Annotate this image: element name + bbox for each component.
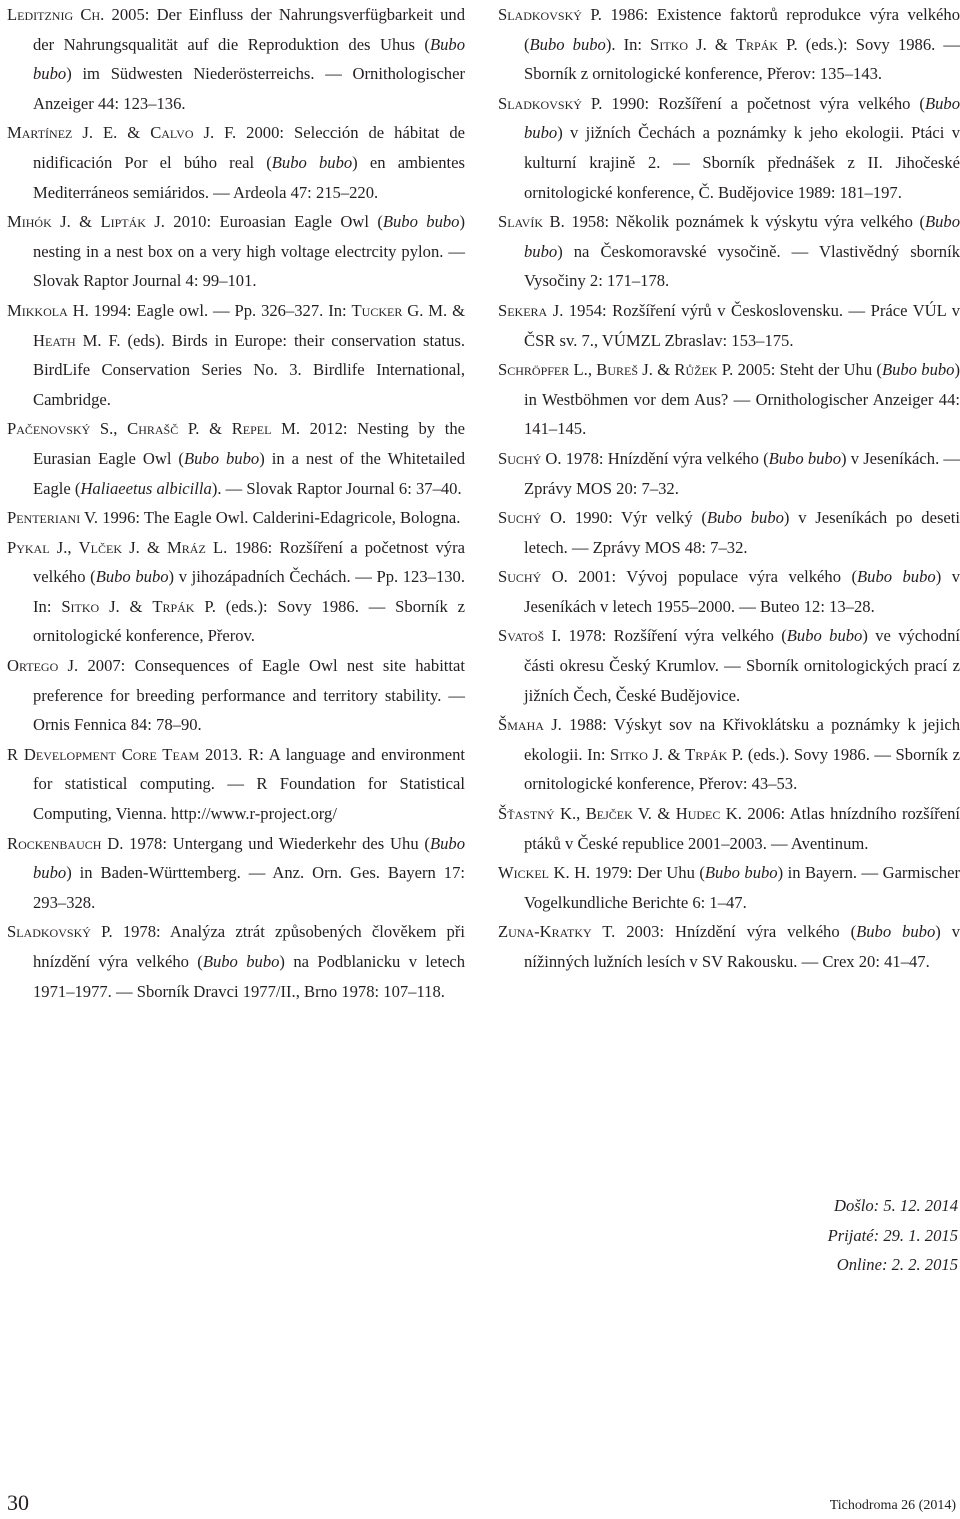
reference-entry <box>7 118 465 207</box>
author-name: Šmaha J. <box>498 715 562 735</box>
reference-text: 1979: Der Uhu ( <box>590 863 705 883</box>
species-name: Bubo bubo <box>33 34 465 84</box>
reference-text: 2007: Consequences of Eagle Owl nest site habittat preference for breeding performance and territory stability. — Ornis Fennica 84: 78–90. <box>33 656 466 735</box>
species-name: Bubo bubo <box>202 952 280 971</box>
author-name: Leditznig Ch. <box>7 5 105 24</box>
reference-text: 1996: The Eagle Owl. Calderini-Edagricole, Bologna. <box>98 508 461 528</box>
reference-entry <box>7 740 465 829</box>
reference-text: ) in a nest of the Whitetailed Eagle ( <box>33 448 465 498</box>
reference-entry <box>498 296 960 355</box>
author-name: Chrašč P. <box>127 419 200 439</box>
species-name: Bubo bubo <box>382 212 460 232</box>
species-name: Bubo bubo <box>856 922 936 942</box>
species-name: Bubo bubo <box>524 93 960 143</box>
journal-name: Tichodroma 26 (2014) <box>829 1498 956 1513</box>
reference-entry <box>498 710 960 799</box>
reference-entry <box>498 917 960 976</box>
reference-text: ) na Podblanicku v letech 1971–1977. — Sborník Dravci 1977/II., Brno 1978: 107–118. <box>33 952 465 1001</box>
reference-entry <box>7 414 465 503</box>
reference-text: 1954: Rozšíření výrů v Československu. — Práce VÚL v ČSR sv. 7., VÚMZL Zbraslav: 153–175. <box>524 300 960 350</box>
reference-text: (eds.): Sovy 1986. — Sborník z ornitologické konference, Přerov. <box>33 596 465 646</box>
species-name: Haliaeetus albicilla <box>80 478 212 498</box>
author-name: Wickel K. H. <box>498 863 591 883</box>
author-name: Pykal J. <box>7 537 68 557</box>
reference-entry <box>498 503 960 562</box>
reference-text: ) na Českomoravské vysočině. — Vlastivědný sborník Vysočiny 2: 171–178. <box>524 241 960 291</box>
reference-text: ) en ambientes Mediterráneos semiáridos. — Ardeola 47: 215–220. <box>33 152 465 202</box>
accepted-date: Prijaté: 29. 1. 2015 <box>827 1225 958 1245</box>
reference-entry <box>498 89 960 207</box>
author-name: Trpák P. <box>685 744 744 764</box>
reference-entry <box>498 355 960 444</box>
reference-text: & <box>70 212 101 232</box>
reference-text: (eds.): Sovy 1986. — Sborník z ornitologické konference, Přerov: 135–143. <box>524 34 960 84</box>
reference-text: 2010: Euroasian Eagle Owl ( <box>164 212 383 232</box>
author-name: Trpák P. <box>152 596 216 616</box>
author-name: Lipták J. <box>100 212 165 232</box>
author-name: Sitko J. <box>61 596 120 616</box>
reference-entry <box>7 533 465 651</box>
reference-entry <box>498 444 960 503</box>
reference-entry <box>7 296 465 414</box>
author-name: Svatoš I. <box>498 626 562 646</box>
species-name: Bubo bubo <box>529 34 606 54</box>
reference-text: 1978: Analýza ztrát způsobených člověkem při hnízdění výra velkého ( <box>33 922 465 971</box>
author-name: Heath M. F. <box>33 330 121 350</box>
author-name: Suchý O. <box>498 567 568 587</box>
reference-text: & <box>139 537 168 557</box>
reference-entry <box>7 651 465 740</box>
species-name: Bubo bubo <box>786 626 863 646</box>
species-name: Bubo bubo <box>704 863 778 883</box>
species-name: Bubo bubo <box>768 448 842 468</box>
reference-text: ) v jižních Čechách a poznámky k jeho ekologii. Ptáci v kulturní krajině 2. — Sborník přednášek z II. Jihočeské ornitologické konference, Č. Budějovice 1989: 181–197. <box>524 123 960 202</box>
received-date: Došlo: 5. 12. 2014 <box>834 1196 958 1215</box>
reference-text: ) in Westböhmen vor dem Aus? — Ornithologischer Anzeiger 44: 141–145. <box>524 360 960 439</box>
page-number: 30 <box>7 1490 29 1515</box>
reference-entry <box>498 799 960 858</box>
author-name: Ortego J. <box>7 656 79 676</box>
reference-text: 2005: Steht der Uhu ( <box>733 360 882 380</box>
author-name: Bureš J. <box>596 360 653 380</box>
reference-text: ) v Jeseníkách v letech 1955–2000. — Buteo 12: 13–28. <box>524 567 960 616</box>
reference-text: 1978: Untergang und Wiederkehr des Uhu ( <box>123 833 430 853</box>
reference-entry <box>498 207 960 296</box>
received-dates <box>828 1191 958 1280</box>
reference-text: ) in Baden-Württemberg. — Anz. Orn. Ges. Bayern 17: 293–328. <box>33 863 465 912</box>
reference-text: , <box>67 537 79 557</box>
author-name: Hudec K. <box>675 804 742 824</box>
reference-text: 1990: Rozšíření a početnost výra velkého ( <box>602 93 925 113</box>
reference-text: , <box>113 419 128 439</box>
reference-text: 2005: Der Einfluss der Nahrungsverfügbarkeit und der Nahrungsqualität auf die Reproduktion des Uhus ( <box>33 5 465 54</box>
reference-text: ). In: <box>605 34 651 54</box>
author-name: Suchý O. <box>498 448 562 468</box>
author-name: Mihók J. <box>7 212 71 232</box>
reference-text: ) v Jeseníkách. — Zprávy MOS 20: 7–32. <box>524 448 960 498</box>
reference-text: , <box>576 804 586 824</box>
reference-entry <box>498 562 960 621</box>
reference-text: 1986: Existence faktorů reprodukce výra velkého ( <box>524 5 960 54</box>
author-name: Suchý O. <box>498 508 567 528</box>
author-name: Sladkovský P. <box>498 93 603 113</box>
reference-text: (eds). Birds in Europe: their conservation status. BirdLife Conservation Series No. 3. Birdlife International, Cambridge. <box>33 330 465 409</box>
reference-entry <box>7 917 465 1006</box>
reference-entry <box>7 503 465 533</box>
online-date: Online: 2. 2. 2015 <box>836 1255 958 1275</box>
author-name: R Development Core Team <box>7 744 200 764</box>
author-name: Mráz L. <box>167 537 228 557</box>
species-name: Bubo bubo <box>857 567 936 587</box>
reference-text: & <box>447 300 465 320</box>
reference-text: 2013. R: A language and environment for statistical computing. — R Foundation for Statistical Computing, Vienna. http://www.r-project.org/ <box>33 744 466 824</box>
reference-text: ) v nížinných lužních lesích v SV Rakousku. — Crex 20: 41–47. <box>524 922 960 971</box>
author-name: Sladkovský P. <box>498 5 602 24</box>
reference-text: 1990: Výr velký ( <box>566 508 707 528</box>
reference-text: 1978: Rozšíření výra velkého ( <box>561 626 787 646</box>
reference-entry <box>7 829 465 918</box>
author-name: Penteriani V. <box>7 508 99 528</box>
references-left-column <box>7 0 465 1006</box>
author-name: Vlček J. <box>78 537 140 557</box>
author-name: Bejček V. <box>585 804 652 824</box>
author-name: Slavík B. <box>498 212 565 232</box>
reference-text: & <box>651 804 676 824</box>
reference-text: 2001: Vývoj populace výra velkého ( <box>567 567 858 587</box>
reference-entry <box>498 621 960 710</box>
reference-text: (eds.). Sovy 1986. — Sborník z ornitologické konference, Přerov: 43–53. <box>524 744 960 794</box>
reference-text: ) nesting in a nest box on a very high voltage electrcity pylon. — Slovak Raptor Journal 4: 99–101. <box>33 212 465 291</box>
species-name: Bubo bubo <box>95 567 169 587</box>
reference-text: 1994: Eagle owl. — Pp. 326–327. In: <box>88 300 352 320</box>
author-name: Pačenovský S. <box>7 419 114 439</box>
reference-text: 1988: Výskyt sov na Křivoklátsku a poznámky k jejich ekologii. In: <box>524 715 960 764</box>
reference-text: & <box>652 360 675 380</box>
references-right-column <box>498 0 960 977</box>
reference-text: & <box>117 123 151 143</box>
reference-text: 2003: Hnízdění výra velkého ( <box>615 922 857 942</box>
author-name: Martínez J. E. <box>7 123 118 143</box>
reference-text: ) v Jeseníkách po deseti letech. — Zprávy MOS 48: 7–32. <box>524 508 960 557</box>
reference-text: 2006: Atlas hnízdního rozšíření ptáků v České republice 2001–2003. — Aventinum. <box>524 804 960 853</box>
reference-text: 2000: Selección de hábitat de nidificación Por el búho real ( <box>33 123 465 172</box>
reference-entry <box>498 0 960 89</box>
author-name: Sitko J. <box>650 34 707 54</box>
reference-text: 1986: Rozšíření a početnost výra velkého ( <box>33 537 465 587</box>
author-name: Sladkovský P. <box>7 922 113 942</box>
author-name: Tucker G. M. <box>351 300 448 320</box>
species-name: Bubo bubo <box>183 448 260 468</box>
author-name: Mikkola H. <box>7 300 89 320</box>
author-name: Růžek P. <box>674 360 734 380</box>
reference-text: ) ve východní části okresu Český Krumlov. — Sborník ornitologických prací z jižních Čech, České Budějovice. <box>524 626 960 705</box>
reference-text: ). — Slovak Raptor Journal 6: 37–40. <box>211 478 462 498</box>
reference-text: 1958: Několik poznámek k výskytu výra velkého ( <box>564 212 925 232</box>
author-name: Sitko J. <box>610 744 664 764</box>
reference-text: ) v jihozápadních Čechách. — Pp. 123–130. In: <box>33 567 465 616</box>
reference-text: & <box>663 744 686 764</box>
reference-text: & <box>706 34 736 54</box>
reference-text: 1978: Hnízdění výra velkého ( <box>561 448 769 468</box>
author-name: Rockenbauch D. <box>7 833 124 853</box>
author-name: Zuna-Kratky T. <box>498 922 616 942</box>
species-name: Bubo bubo <box>524 212 960 261</box>
reference-text: 2012: Nesting by the Eurasian Eagle Owl ( <box>33 419 465 468</box>
reference-entry <box>7 0 465 118</box>
reference-text: ) im Südwesten Niederösterreichs. — Ornithologischer Anzeiger 44: 123–136. <box>33 64 465 113</box>
author-name: Trpák P. <box>735 34 798 54</box>
author-name: Šťastný K. <box>498 804 577 824</box>
reference-text: & <box>119 596 153 616</box>
reference-text: , <box>587 360 597 380</box>
species-name: Bubo bubo <box>706 508 784 528</box>
reference-text: & <box>199 419 232 439</box>
reference-text: ) in Bayern. — Garmischer Vogelkundliche Berichte 6: 1–47. <box>524 863 960 912</box>
author-name: Calvo J. F. <box>150 123 237 143</box>
reference-entry <box>7 207 465 296</box>
author-name: Schröpfer L. <box>498 360 588 380</box>
species-name: Bubo bubo <box>271 152 353 172</box>
author-name: Repel M. <box>231 419 300 439</box>
species-name: Bubo bubo <box>881 360 955 380</box>
species-name: Bubo bubo <box>33 833 465 883</box>
reference-entry <box>498 858 960 917</box>
author-name: Sekera J. <box>498 300 564 320</box>
